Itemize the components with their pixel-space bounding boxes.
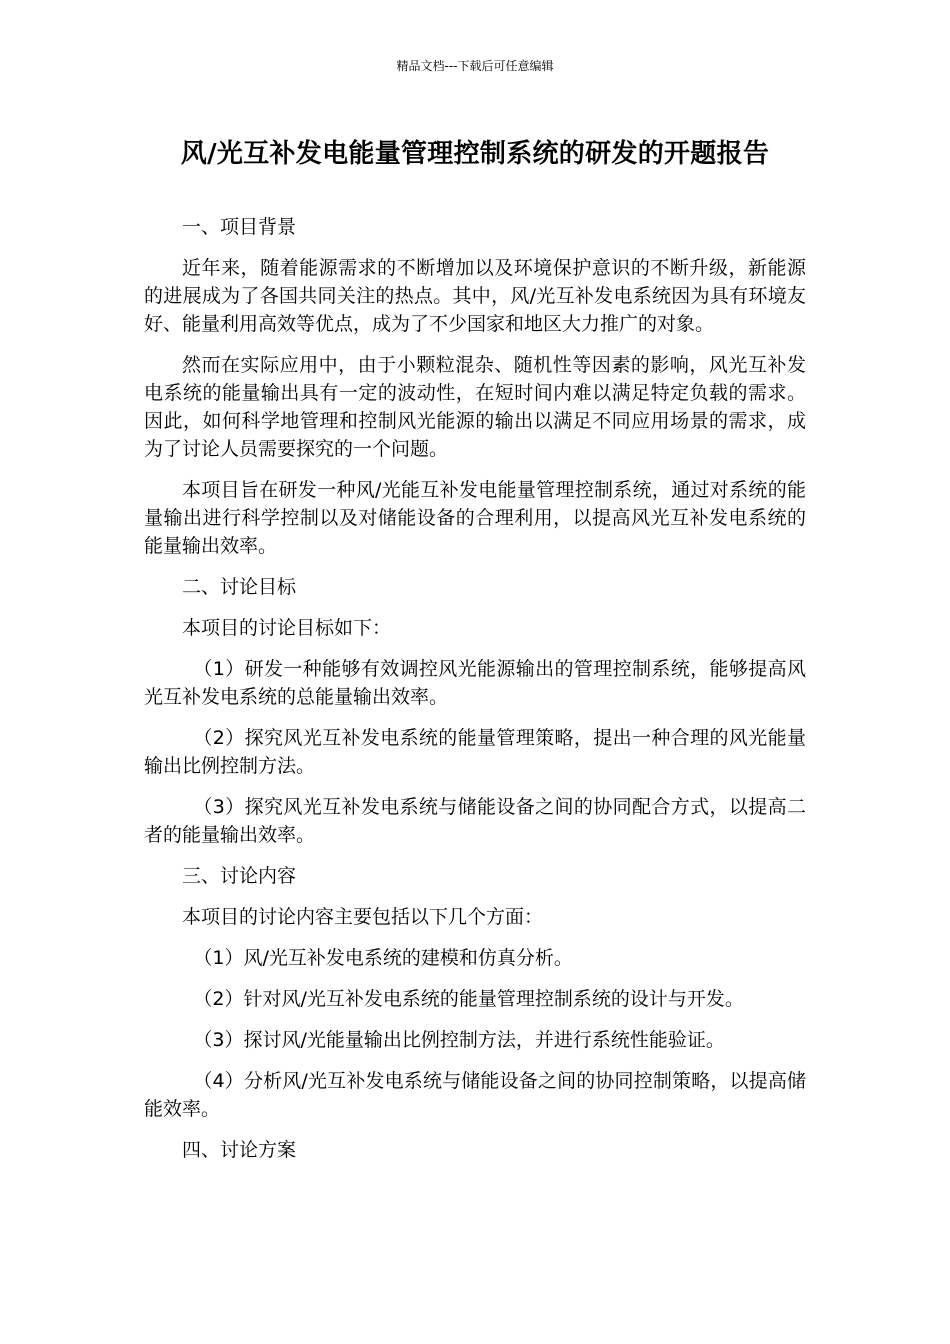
objective-item-1: （1）研发一种能够有效调控风光能源输出的管理控制系统，能够提高风光互补发电系统的总能量输出效率。 (144, 658, 806, 708)
objective-item-3: （3）探究风光互补发电系统与储能设备之间的协同配合方式，以提高二者的能量输出效率。 (144, 796, 806, 846)
content-item-4: （4）分析风/光互补发电系统与储能设备之间的协同控制策略，以提高储能效率。 (144, 1070, 806, 1120)
section-heading-background: 一、项目背景 (182, 216, 297, 238)
document-title: 风/光互补发电能量管理控制系统的研发的开题报告 (180, 139, 770, 169)
content-item-2: （2）针对风/光互补发电系统的能量管理控制系统的设计与开发。 (193, 988, 744, 1010)
content-item-3: （3）探讨风/光能量输出比例控制方法，并进行系统性能验证。 (193, 1029, 725, 1051)
paragraph-background-3: 本项目旨在研发一种风/光能互补发电能量管理控制系统，通过对系统的能量输出进行科学控制以及对储能设备的合理利用，以提高风光互补发电系统的能量输出效率。 (144, 479, 806, 557)
paragraph-background-1: 近年来，随着能源需求的不断增加以及环境保护意识的不断升级，新能源的进展成为了各国共同关注的热点。其中，风/光互补发电系统因为具有环境友好、能量利用高效等优点，成为了不少国家和地区大力推广的对象。 (144, 257, 806, 335)
section-heading-plan: 四、讨论方案 (182, 1139, 297, 1161)
paragraph-content-intro: 本项目的讨论内容主要包括以下几个方面： (182, 906, 544, 928)
page-header-watermark: 精品文档---下载后可任意编辑 (396, 59, 554, 73)
paragraph-objectives-intro: 本项目的讨论目标如下： (182, 617, 392, 639)
document-body (144, 213, 806, 1177)
section-heading-content: 三、讨论内容 (182, 865, 297, 887)
section-heading-objectives: 二、讨论目标 (182, 576, 297, 598)
content-item-1: （1）风/光互补发电系统的建模和仿真分析。 (193, 947, 573, 969)
objective-item-2: （2）探究风光互补发电系统的能量管理策略，提出一种合理的风光能量输出比例控制方法。 (144, 727, 806, 777)
paragraph-background-2: 然而在实际应用中，由于小颗粒混杂、随机性等因素的影响，风光互补发电系统的能量输出具有一定的波动性，在短时间内难以满足特定负载的需求。因此，如何科学地管理和控制风光能源的输出以满足不同应用场景的需求，成为了讨论人员需要探究的一个问题。 (144, 354, 806, 460)
